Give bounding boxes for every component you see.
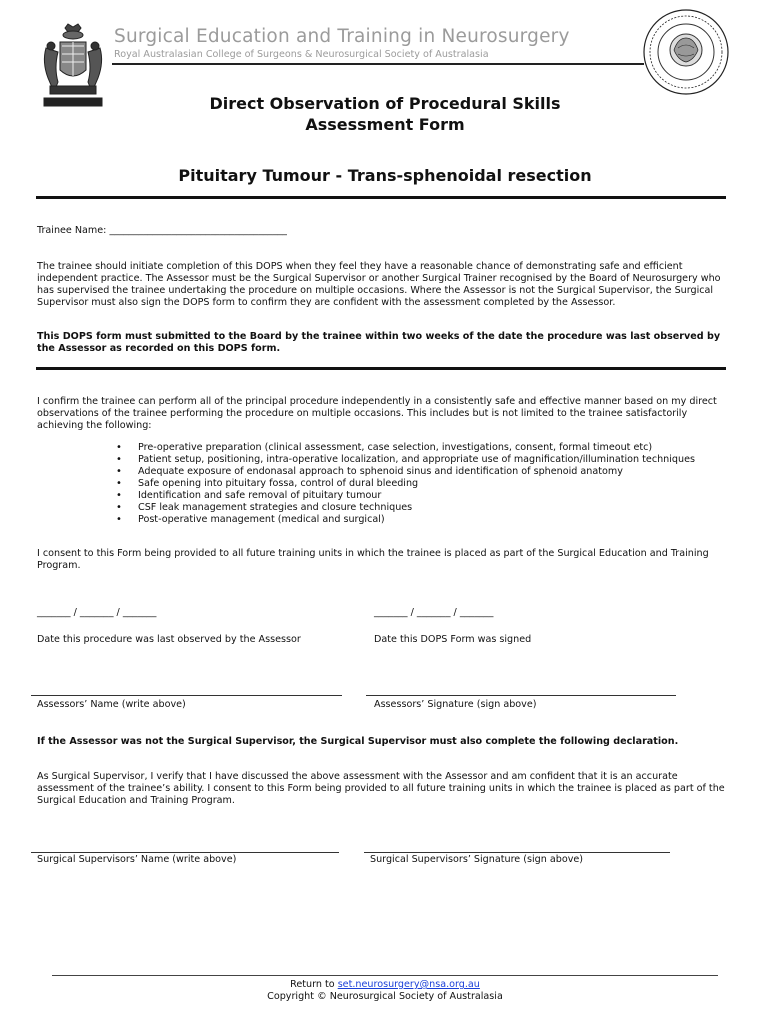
trainee-name-label: Trainee Name: xyxy=(37,225,107,236)
section-divider xyxy=(36,196,726,199)
form-title-line-1: Direct Observation of Procedural Skills xyxy=(209,94,561,113)
procedure-title: Pituitary Tumour - Trans-sphenoidal resection xyxy=(178,166,592,185)
return-email-link[interactable]: set.neurosurgery@nsa.org.au xyxy=(337,979,480,990)
supervisor-note: If the Assessor was not the Surgical Supervisor, the Surgical Supervisor must also complete the following declaration. xyxy=(37,736,679,747)
submission-note: This DOPS form must submitted to the Board by the trainee within two weeks of the date the procedure was last observed by the Assessor as recorded on this DOPS form. xyxy=(37,331,721,354)
supervisor-paragraph: As Surgical Supervisor, I verify that I have discussed the above assessment with the Assessor and am confident that it is an accurate assessment of the trainee’s ability. I consent to this Form being provided to all future training units in which the trainee is placed as part of the Surgical Education and Training Program. xyxy=(37,771,725,806)
trainee-name-field[interactable] xyxy=(37,225,287,237)
footer-copyright: Copyright © Neurosurgical Society of Australasia xyxy=(267,991,503,1002)
criteria-item: • Patient setup, positioning, intra-operative localization, and appropriate use of magnification/illumination techniques xyxy=(116,454,716,466)
supervisor-signature-line[interactable] xyxy=(364,852,670,853)
supervisor-signature-label: Surgical Supervisors’ Signature (sign above) xyxy=(370,854,584,865)
observed-date-label: Date this procedure was last observed by the Assessor xyxy=(37,634,301,645)
footer-return xyxy=(0,979,770,991)
criteria-item: • Safe opening into pituitary fossa, control of dural bleeding xyxy=(116,478,716,490)
signed-date-field[interactable]: _______ / _______ / _______ xyxy=(374,607,494,618)
observed-date-field[interactable]: _______ / _______ / _______ xyxy=(37,607,157,618)
criteria-item: • Adequate exposure of endonasal approach to sphenoid sinus and identification of sphenoid anatomy xyxy=(116,466,716,478)
supervisor-name-line[interactable] xyxy=(31,852,339,853)
assessor-name-line[interactable] xyxy=(31,695,342,696)
confirm-paragraph: I confirm the trainee can perform all of the principal procedure independently in a consistently safe and effective manner based on my direct observations of the trainee performing the procedure on multiple occasions. This includes but is not limited to the trainee satisfactorily achieving the following: xyxy=(37,396,717,431)
footer-rule xyxy=(52,975,718,976)
footer-return-prefix: Return to xyxy=(290,979,338,990)
criteria-item: • Pre-operative preparation (clinical assessment, case selection, investigations, consent, formal timeout etc) xyxy=(116,442,716,454)
criteria-item: • Identification and safe removal of pituitary tumour xyxy=(116,490,716,502)
consent-paragraph: I consent to this Form being provided to all future training units in which the trainee is placed as part of the Surgical Education and Training Program. xyxy=(37,548,709,571)
header-rule xyxy=(112,63,644,65)
criteria-item: • Post-operative management (medical and surgical) xyxy=(116,514,716,526)
criteria-list xyxy=(116,442,716,526)
header-title: Surgical Education and Training in Neurosurgery xyxy=(114,26,570,47)
assessor-signature-line[interactable] xyxy=(366,695,676,696)
supervisor-name-label: Surgical Supervisors’ Name (write above) xyxy=(37,854,237,865)
form-title-line-2: Assessment Form xyxy=(305,115,465,134)
criteria-item: • CSF leak management strategies and closure techniques xyxy=(116,502,716,514)
nsa-seal-logo xyxy=(642,8,730,96)
assessor-name-label: Assessors’ Name (write above) xyxy=(37,699,186,710)
section-divider xyxy=(36,367,726,370)
signed-date-label: Date this DOPS Form was signed xyxy=(374,634,532,645)
assessor-signature-label: Assessors’ Signature (sign above) xyxy=(374,699,537,710)
trainee-name-blank[interactable]: _____________________________________ xyxy=(109,225,287,236)
intro-paragraph: The trainee should initiate completion of this DOPS when they feel they have a reasonable chance of demonstrating safe and efficient independent practice. The Assessor must be the Surgical Supervisor or another Surgical Trainer recognised by the Board of Neurosurgery who has supervised the trainee undertaking the procedure on multiple occasions. Where the Assessor is not the Surgical Supervisor, the Surgical Supervisor must also sign the DOPS form to confirm they are confident with the assessment completed by the Assessor. xyxy=(37,261,721,308)
header-subtitle: Royal Australasian College of Surgeons & Neurosurgical Society of Australasia xyxy=(114,49,489,60)
